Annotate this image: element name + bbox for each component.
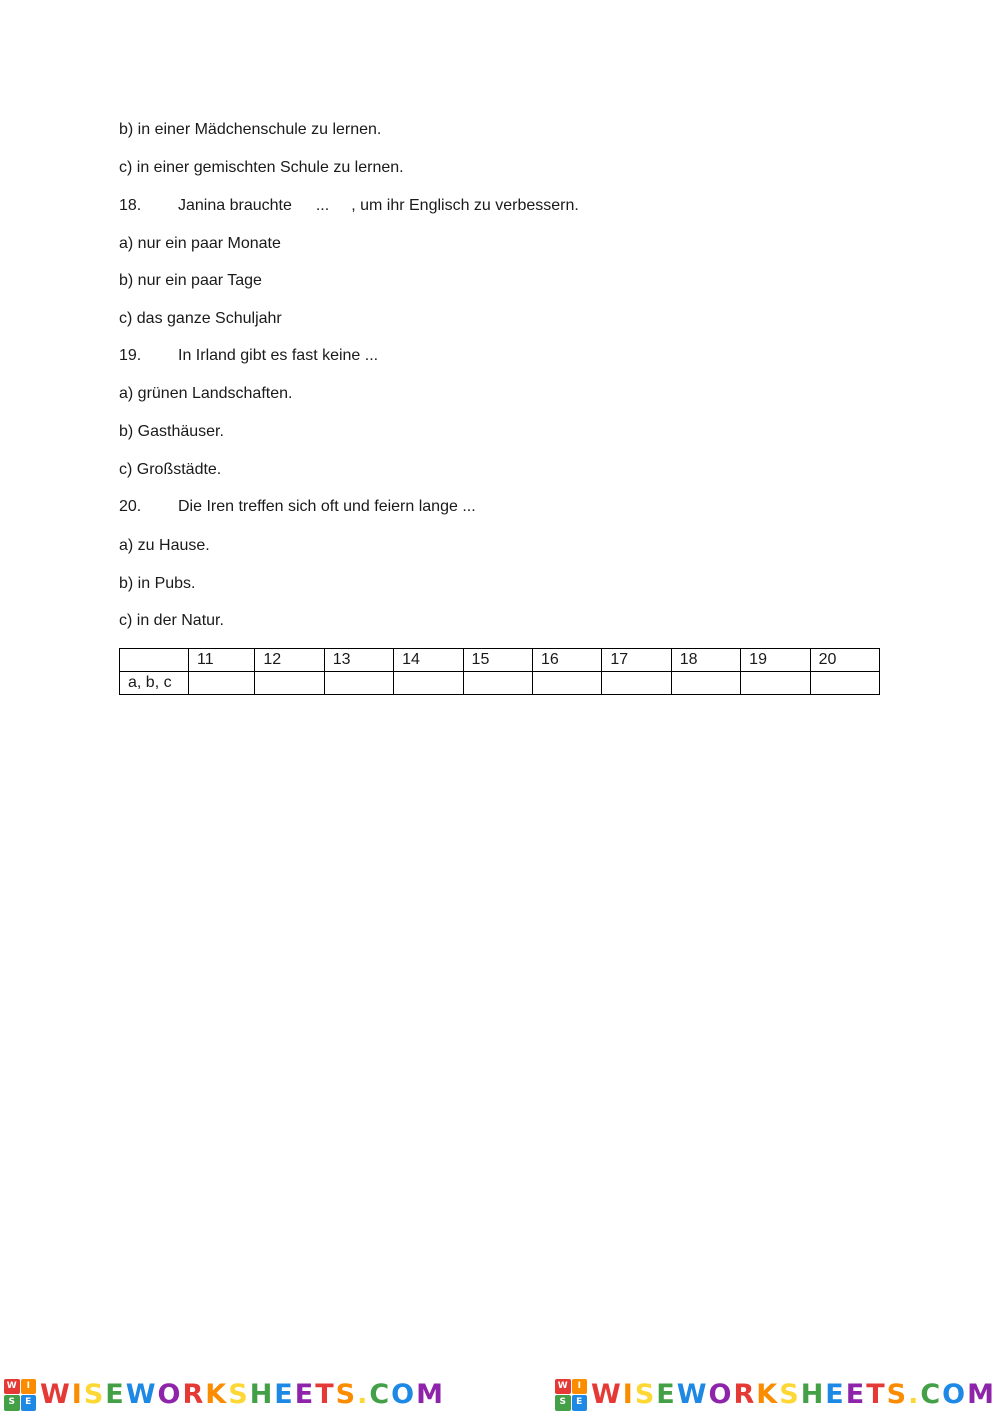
answer-table-header-row — [120, 649, 880, 672]
answer-cell-11[interactable] — [189, 672, 255, 695]
answer-table-corner-cell — [120, 649, 189, 672]
option-c-q17: c) in einer gemischten Schule zu lernen. — [119, 159, 404, 176]
answer-table-answer-row — [120, 672, 880, 695]
option-c-q18: c) das ganze Schuljahr — [119, 310, 282, 327]
answer-cell-12[interactable] — [255, 672, 324, 695]
answer-table-header-cell: 14 — [394, 649, 463, 672]
answer-cell-16[interactable] — [532, 672, 601, 695]
answer-table-header-cell: 12 — [255, 649, 324, 672]
option-b-q17: b) in einer Mädchenschule zu lernen. — [119, 121, 382, 138]
option-a-q18: a) nur ein paar Monate — [119, 235, 281, 252]
brand-name: WISEWORKSHEETS.COM — [591, 1378, 996, 1410]
wise-logo-icon: W I S E — [555, 1379, 587, 1411]
brand-mark — [555, 1379, 996, 1411]
brand-mark — [4, 1379, 445, 1411]
brand-name: WISEWORKSHEETS.COM — [40, 1378, 445, 1410]
question-18 — [119, 196, 579, 216]
answer-table-header-cell: 18 — [671, 649, 740, 672]
answer-row-label: a, b, c — [120, 672, 189, 695]
answer-cell-20[interactable] — [810, 672, 879, 695]
question-text-rest: , um ihr Englisch zu verbessern. — [351, 197, 579, 214]
question-text: Janina brauchte — [178, 197, 292, 214]
question-number: 20. — [119, 498, 142, 515]
question-number: 19. — [119, 347, 142, 364]
answer-table-header-cell: 15 — [463, 649, 532, 672]
option-c-q19: c) Großstädte. — [119, 461, 222, 478]
option-b-q19: b) Gasthäuser. — [119, 423, 224, 440]
answer-table-header-cell: 16 — [532, 649, 601, 672]
question-19 — [119, 346, 378, 366]
option-a-q19: a) grünen Landschaften. — [119, 385, 293, 402]
question-20 — [119, 497, 476, 517]
answer-table-header-cell: 11 — [189, 649, 255, 672]
answer-cell-14[interactable] — [394, 672, 463, 695]
option-c-q20: c) in der Natur. — [119, 612, 224, 629]
question-text: In Irland gibt es fast keine ... — [178, 347, 379, 364]
footer-branding — [0, 1376, 1000, 1413]
question-text: Die Iren treffen sich oft und feiern lange ... — [178, 498, 476, 515]
answer-table-header-cell: 17 — [602, 649, 671, 672]
answer-cell-13[interactable] — [324, 672, 393, 695]
answer-table-header-cell: 19 — [741, 649, 810, 672]
option-b-q18: b) nur ein paar Tage — [119, 272, 262, 289]
answer-table-header-cell: 13 — [324, 649, 393, 672]
answer-cell-17[interactable] — [602, 672, 671, 695]
option-a-q20: a) zu Hause. — [119, 537, 210, 554]
question-blank: ... — [315, 197, 330, 214]
answer-table — [119, 648, 880, 695]
option-b-q20: b) in Pubs. — [119, 575, 196, 592]
answer-cell-15[interactable] — [463, 672, 532, 695]
answer-table-header-cell: 20 — [810, 649, 879, 672]
wise-logo-icon: W I S E — [4, 1379, 36, 1411]
question-number: 18. — [119, 197, 142, 214]
answer-cell-18[interactable] — [671, 672, 740, 695]
answer-cell-19[interactable] — [741, 672, 810, 695]
